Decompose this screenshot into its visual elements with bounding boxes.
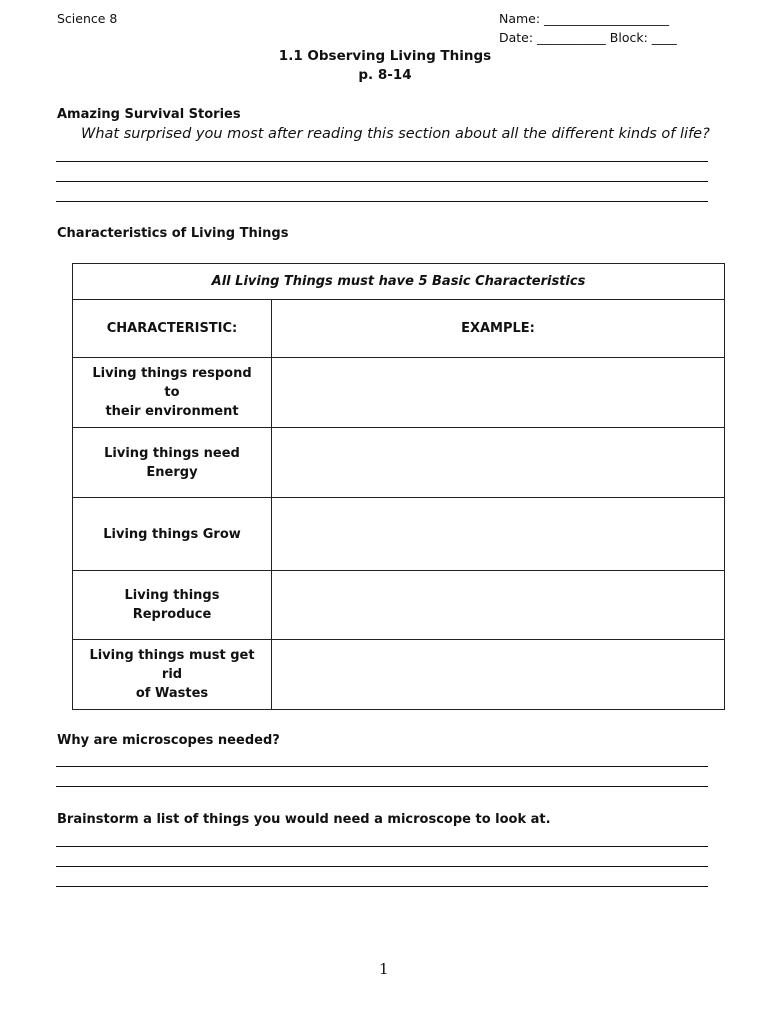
table-header-row xyxy=(73,300,725,358)
course-label: Science 8 xyxy=(57,11,118,26)
answer-line[interactable] xyxy=(56,181,708,182)
answer-line[interactable] xyxy=(56,886,708,887)
characteristic-text: Living things Grow xyxy=(103,526,241,542)
table-row xyxy=(73,358,725,428)
name-field[interactable]: Name: ____________________ xyxy=(499,11,670,26)
answer-line[interactable] xyxy=(56,766,708,767)
example-cell[interactable] xyxy=(272,498,725,571)
date-block-field[interactable]: Date: ___________ Block: ____ xyxy=(499,30,677,45)
brainstorm-question: Brainstorm a list of things you would need a microscope to look at. xyxy=(57,812,551,827)
table-row xyxy=(73,571,725,640)
characteristic-text: Living things Reproduce xyxy=(124,588,220,622)
characteristic-column-header: CHARACTERISTIC: xyxy=(73,300,272,358)
table-title: All Living Things must have 5 Basic Characteristics xyxy=(73,264,725,300)
example-column-header: EXAMPLE: xyxy=(272,300,725,358)
worksheet-title: 1.1 Observing Living Things xyxy=(278,48,492,64)
answer-line[interactable] xyxy=(56,161,708,162)
characteristic-cell xyxy=(73,498,272,571)
answer-line[interactable] xyxy=(56,846,708,847)
example-cell[interactable] xyxy=(272,428,725,498)
characteristic-cell xyxy=(73,358,272,428)
characteristic-cell xyxy=(73,428,272,498)
characteristic-text: of Wastes xyxy=(135,686,209,701)
characteristics-table xyxy=(72,263,725,710)
characteristic-text: their environment xyxy=(105,404,239,419)
characteristic-cell xyxy=(73,640,272,710)
characteristic-cell xyxy=(73,571,272,640)
characteristic-text: Living things must get rid xyxy=(89,648,255,682)
table-row xyxy=(73,498,725,571)
answer-line[interactable] xyxy=(56,786,708,787)
example-cell[interactable] xyxy=(272,640,725,710)
example-cell[interactable] xyxy=(272,358,725,428)
characteristics-heading: Characteristics of Living Things xyxy=(57,226,289,241)
characteristic-text: Living things respond to xyxy=(92,366,252,400)
answer-line[interactable] xyxy=(56,866,708,867)
survival-question: What surprised you most after reading this section about all the different kinds of life? xyxy=(81,126,710,142)
table-row xyxy=(73,640,725,710)
characteristic-text: Living things need Energy xyxy=(104,445,240,480)
example-cell[interactable] xyxy=(272,571,725,640)
table-title-row xyxy=(73,264,725,300)
page-range: p. 8-14 xyxy=(358,67,412,83)
table-row xyxy=(73,428,725,498)
page-number: 1 xyxy=(379,960,389,978)
microscopes-question: Why are microscopes needed? xyxy=(57,733,280,748)
survival-heading: Amazing Survival Stories xyxy=(57,107,241,122)
answer-line[interactable] xyxy=(56,201,708,202)
